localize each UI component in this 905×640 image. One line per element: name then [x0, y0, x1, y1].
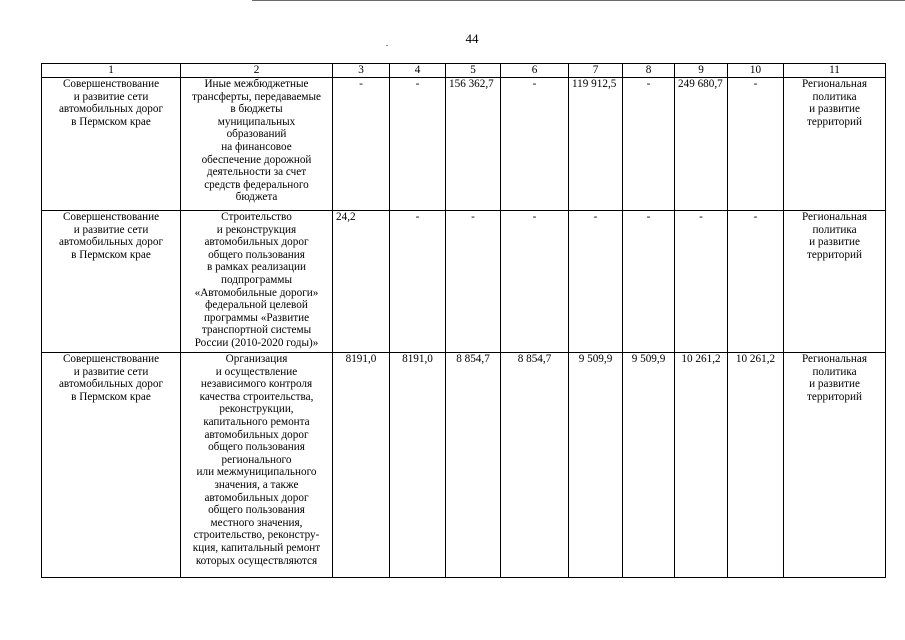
text-line: в Пермском крае — [71, 248, 151, 261]
value-cell: - — [446, 211, 501, 353]
program-name-cell — [42, 78, 181, 211]
value-cell: - — [623, 78, 675, 211]
text-line: Иные межбюджетные — [204, 78, 309, 90]
text-line: реконструкции, — [219, 403, 294, 416]
text-line: на финансовое — [221, 140, 292, 153]
text-line: кция, капитальный ремонт — [192, 541, 321, 554]
text-line: и развитие — [809, 378, 860, 391]
top-border-line — [252, 0, 905, 1]
text-line: независимого контроля — [200, 378, 313, 391]
responsible-cell — [784, 353, 886, 578]
activity-description-cell — [181, 78, 333, 211]
text-line: средств федерального — [204, 178, 309, 191]
text-line: автомобильных дорог — [58, 103, 164, 116]
column-header: 11 — [784, 64, 886, 78]
value-cell: - — [333, 78, 390, 211]
table-row — [42, 353, 886, 578]
value-cell: 249 680,7 — [675, 78, 728, 211]
text-line: программы «Развитие — [203, 311, 310, 324]
value-cell: 9 509,9 — [623, 353, 675, 578]
text-line: Строительство — [221, 211, 292, 223]
value-cell: - — [675, 211, 728, 353]
column-header: 7 — [569, 64, 623, 78]
text-line: местного значения, — [210, 516, 303, 529]
text-line: политика — [812, 223, 857, 236]
table-header-row — [42, 64, 886, 78]
text-line: Совершенствование — [62, 78, 160, 90]
text-line: Совершенствование — [62, 211, 160, 223]
value-cell: 8 854,7 — [446, 353, 501, 578]
text-line: капитального ремонта — [203, 415, 310, 428]
text-line: автомобильных дорог — [204, 236, 309, 249]
text-line: образований — [226, 128, 287, 141]
text-line: Организация — [225, 353, 288, 365]
value-cell: 8 854,7 — [501, 353, 569, 578]
text-line: муниципальных — [217, 115, 296, 128]
text-line: автомобильных дорог — [58, 236, 164, 249]
value-cell: - — [501, 78, 569, 211]
text-line: Региональная — [801, 78, 868, 90]
column-header: 6 — [501, 64, 569, 78]
text-line: обеспечение дорожной — [201, 153, 312, 166]
value-cell: - — [623, 211, 675, 353]
column-header: 3 — [333, 64, 390, 78]
text-line: значения, а также — [214, 478, 299, 491]
activity-description-cell — [181, 211, 333, 353]
table-row — [42, 211, 886, 353]
value-cell: - — [569, 211, 623, 353]
text-line: в бюджеты — [230, 103, 283, 116]
text-line: бюджета — [235, 191, 278, 204]
column-header: 8 — [623, 64, 675, 78]
column-header: 1 — [42, 64, 181, 78]
text-line: транспортной системы — [201, 324, 312, 337]
value-cell: 10 261,2 — [675, 353, 728, 578]
activity-description-cell — [181, 353, 333, 578]
page-number: 44 — [465, 31, 479, 46]
program-name-cell — [42, 211, 181, 353]
text-line: общего пользования — [208, 248, 305, 261]
text-line: политика — [812, 90, 857, 103]
text-line: и осуществление — [215, 365, 298, 378]
text-line: в Пермском крае — [71, 390, 151, 403]
column-header: 4 — [390, 64, 446, 78]
value-cell: 8191,0 — [333, 353, 390, 578]
scan-artifact — [386, 45, 388, 46]
value-cell: - — [728, 211, 784, 353]
responsible-cell — [784, 211, 886, 353]
text-line: в Пермском крае — [71, 115, 151, 128]
text-line: деятельности за счет — [206, 166, 307, 179]
text-line: подпрограммы — [221, 273, 292, 286]
value-cell: 8191,0 — [390, 353, 446, 578]
text-line: общего пользования — [208, 441, 305, 454]
text-line: строительство, реконстру- — [193, 529, 320, 542]
responsible-cell — [784, 78, 886, 211]
value-cell: - — [390, 78, 446, 211]
value-cell: 9 509,9 — [569, 353, 623, 578]
text-line: и развитие сети — [73, 90, 149, 103]
budget-table — [41, 63, 886, 578]
text-line: общего пользования — [208, 504, 305, 517]
text-line: и развитие — [809, 236, 860, 249]
column-header: 9 — [675, 64, 728, 78]
text-line: Совершенствование — [62, 353, 160, 365]
text-line: которых осуществляются — [195, 554, 318, 567]
text-line: и развитие — [809, 103, 860, 116]
text-line: Региональная — [801, 353, 868, 365]
text-line: Региональная — [801, 211, 868, 223]
value-cell: - — [390, 211, 446, 353]
value-cell: 10 261,2 — [728, 353, 784, 578]
text-line: федеральной целевой — [205, 299, 308, 312]
text-line: и реконструкция — [216, 223, 297, 236]
value-cell: 119 912,5 — [569, 78, 623, 211]
value-cell: 156 362,7 — [446, 78, 501, 211]
column-header: 10 — [728, 64, 784, 78]
text-line: в рамках реализации — [206, 261, 307, 274]
text-line: России (2010-2020 годы)» — [194, 336, 319, 349]
text-line: автомобильных дорог — [204, 428, 309, 441]
text-line: территорий — [807, 390, 862, 403]
text-line: и развитие сети — [73, 223, 149, 236]
value-cell: 24,2 — [333, 211, 390, 353]
text-line: «Автомобильные дороги» — [194, 286, 319, 299]
text-line: качества строительства, — [199, 390, 314, 403]
value-cell: - — [501, 211, 569, 353]
value-cell: - — [728, 78, 784, 211]
table-row — [42, 78, 886, 211]
text-line: политика — [812, 365, 857, 378]
text-line: трансферты, передаваемые — [192, 90, 321, 103]
text-line: территорий — [807, 248, 862, 261]
text-line: территорий — [807, 115, 862, 128]
text-line: автомобильных дорог — [58, 378, 164, 391]
program-name-cell — [42, 353, 181, 578]
text-line: и развитие сети — [73, 365, 149, 378]
column-header: 5 — [446, 64, 501, 78]
text-line: регионального — [221, 453, 292, 466]
text-line: или межмуниципального — [196, 466, 317, 479]
text-line: автомобильных дорог — [204, 491, 309, 504]
column-header: 2 — [181, 64, 333, 78]
